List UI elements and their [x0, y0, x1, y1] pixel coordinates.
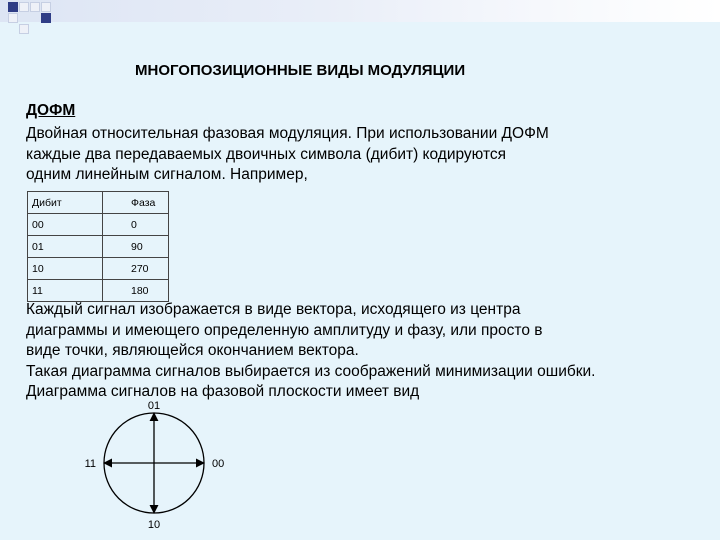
point-label-00: 00: [212, 458, 225, 470]
text-line: виде точки, являющейся окончанием вектора.: [26, 342, 359, 359]
table-cell: 90: [103, 236, 169, 258]
table-header: Дибит: [28, 192, 103, 214]
table-cell: 0: [103, 214, 169, 236]
text-line: Двойная относительная фазовая модуляция. При использовании ДОФМ: [26, 125, 549, 142]
text-line: Такая диаграмма сигналов выбирается из соображений минимизации ошибки.: [26, 362, 596, 380]
table-cell: 270: [103, 258, 169, 280]
point-label-01: 01: [147, 400, 161, 412]
point-label-11: 11: [84, 458, 96, 470]
table-cell: 11: [28, 280, 103, 302]
point-label-10: 10: [147, 519, 161, 531]
section-heading: ДОФМ: [26, 102, 76, 119]
table-cell: 00: [28, 214, 103, 236]
page-title: МНОГОПОЗИЦИОННЫЕ ВИДЫ МОДУЛЯЦИИ: [135, 62, 466, 79]
text-line: каждые два передаваемых двоичных символа (дибит) кодируются: [26, 145, 507, 163]
text-line: Каждый сигнал изображается в виде вектора, исходящего из центра: [26, 301, 521, 318]
table-cell: 180: [103, 280, 169, 302]
table-cell: 10: [28, 258, 103, 280]
table-cell: 01: [28, 236, 103, 258]
text-line: диаграммы и имеющего определенную амплитуду и фазу, или просто в: [26, 321, 543, 339]
text-line: одним линейным сигналом. Например,: [26, 166, 308, 183]
text-line: Диаграмма сигналов на фазовой плоскости имеет вид: [26, 383, 420, 400]
table-header: Фаза: [103, 192, 169, 214]
